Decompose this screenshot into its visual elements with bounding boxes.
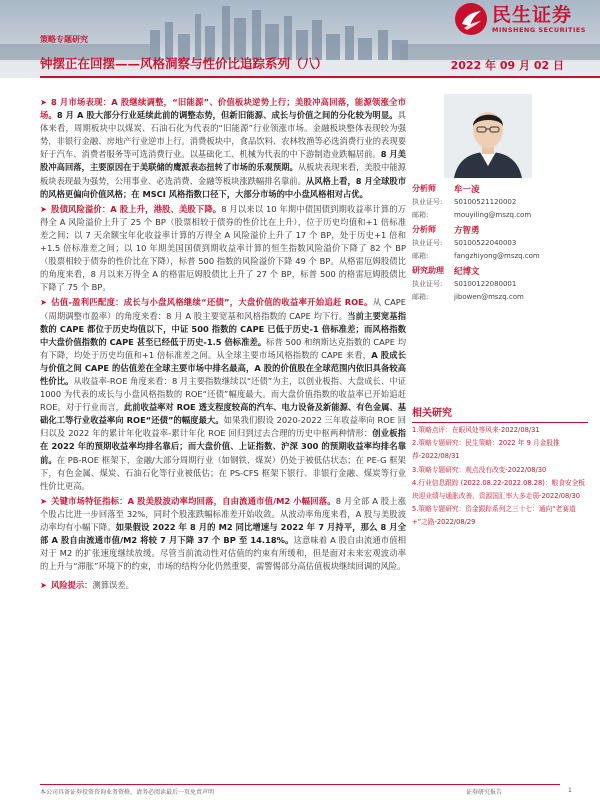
bullet-arrow-icon: ➤	[40, 203, 47, 214]
header-divider	[40, 76, 600, 78]
bold-text: 8 月 A 股大部分行业延续此前的调整态势，但新旧能源、成长与价值之间的分化较为明显。	[56, 110, 398, 121]
section-risk-premium	[40, 203, 406, 295]
bullet-arrow-icon: ➤	[40, 495, 47, 506]
analyst-role: 分析师	[412, 225, 436, 234]
report-category: 策略专题研究	[40, 35, 88, 44]
page-number: 1	[568, 787, 572, 794]
analyst-email[interactable]: fangzhiyong@mszq.com	[454, 251, 540, 260]
analyst-email[interactable]: mouyiling@mszq.com	[454, 210, 532, 219]
bold-text: 此前收益率对 ROE 透支程度较高的汽车、电力设备及新能源、有色金属、基础化工等行业收益率向 ROE“还债”的幅度最大。	[40, 402, 407, 426]
analyst-role: 研究助理	[412, 266, 444, 275]
email-label: 邮箱:	[412, 292, 429, 301]
footer-disclaimer: 本公司具备证券投资咨询业务资格，请务必阅读最后一页免责声明	[40, 789, 215, 796]
bold-text: 8 月美股冲高回落，主要原因在于美联储的鹰派表态扭转了市场的乐观预期。	[40, 149, 406, 173]
related-research-list	[412, 424, 588, 530]
related-item[interactable]: 4.行业信息跟踪 (2022.08.22-2022.08.28)：粮食安全板块迎业绩与通胀改善，资源国汇率大多走弱-2022/08/30	[412, 478, 585, 501]
bullet-arrow-icon: ➤	[40, 97, 47, 107]
footer-divider	[40, 784, 560, 785]
bold-text: 如果假设 2022 年 8 月的 M2 同比增速与 2022 年 7 月持平，那么 8 月全部 A 股自由流通市值/M2 将较 7 月下降 37 个 BP 至 14.18%。	[40, 522, 406, 546]
cert-label: 执业证号:	[412, 279, 443, 288]
bullet-arrow-icon: ➤	[40, 297, 47, 308]
body-text: 从 CAPE（周期调整市盈率）的角度来看：8 月 A 股主要宽基和风格指数的 CAPE 均下行。	[40, 297, 406, 321]
bold-text: 从风格上看，8 月全球股市的风格更偏向价值风格；在 MSCI 风格指数口径下，大部分市场的中小盘风格相对占优。	[40, 175, 406, 199]
analyst-role: 分析师	[412, 184, 436, 193]
cert-number: S0100522040003	[454, 238, 517, 247]
analyst-card	[412, 182, 588, 221]
analyst-name: 方智勇	[454, 225, 480, 236]
bold-text: A 股成长与价值之间 CAPE 的估值差在全球主要市场中排名最高，A 股的价值股在全球范围内依旧具备较高性价比。	[40, 349, 406, 386]
related-item[interactable]: 2.策略专题研究：民生策略：2022 年 9 月金股推荐-2022/08/31	[412, 439, 560, 461]
company-logo	[454, 2, 586, 36]
email-label: 邮箱:	[412, 210, 429, 219]
section-heading: 风险提示：	[50, 580, 93, 591]
analyst-name: 纪博文	[454, 266, 480, 277]
body-text: 8 月全部 A 股上涨个股占比进一步回落至 32%，同时个股涨跌幅标准差开始收敛。从波动率角度来看，A 股与美股波动率均有小幅下降。	[40, 495, 407, 532]
report-date: 2022 年 09 月 02 日	[450, 59, 564, 72]
section-heading: 8 月市场表现：A 股继续调整，“旧能源”、价值板块逆势上行；美股冲高回落，能源领涨全市场。	[40, 97, 406, 121]
body-text: 如果我们假设 2020-2022 三年收益率向 ROE 回归以及 2022 年的累计年化收益率-累计年化 ROE 回归到过去合理的历史中枢两种情形：	[40, 415, 407, 439]
related-research-title: 相关研究	[412, 404, 588, 423]
related-item[interactable]: 1.策略点评：在眼风处等风来-2022/08/31	[412, 426, 540, 434]
footer-report-type: 证券研究报告	[466, 789, 503, 796]
analyst-list	[412, 182, 588, 303]
analyst-photo	[444, 94, 532, 178]
logo-mark-icon	[454, 2, 488, 36]
body-text: 这意味着 A 股自由流通市值相对于 M2 的扩张速度继续放缓。尽管当前流动性对估值的约束有所缓和，但是面对未来宏观波动率的上升与“滞胀”环境下的约束，市场的结构分化仍然重要，需警惕部分高估值板块继续回调的风险。	[40, 535, 407, 572]
analyst-portrait-image	[444, 94, 532, 178]
cert-number: S0100521120002	[454, 197, 517, 206]
cert-label: 执业证号:	[412, 238, 443, 247]
body-text: 具体来看，周期板块中以煤炭、石油石化为代表的“旧能源”行业领涨市场。金融板块整体表现较为强势，非银行金融、房地产行业逆市上行。消费板块中，食品饮料、农林牧渔等必选消费行业的表现要好于汽车、消费者服务等可选消费行业。以基础化工、机械为代表的中下游制造业跌幅居前。	[40, 110, 406, 160]
related-item[interactable]: 5.策略专题研究：资金跟踪系列之三十七：通向“老赛道+”之路-2022/08/29	[412, 505, 576, 527]
body-text: 标普 500 和纳斯达克指数的 CAPE 均有下降，均处于历史均值和+1 倍标准差之间。从全球主要市场风格指数的 CAPE 来看，	[40, 336, 406, 360]
section-risk-warning	[40, 579, 406, 592]
section-market-indicators	[40, 495, 406, 574]
body-text: 8 月以来以 10 年期中债国债到期收益率计算的万得全 A 风险溢价上升了 25 个 BP（股票相较于债券的性价比在上升），位于历史均值和+1 倍标准差之间；以 7 天余额宝年化收益率计算的万得全 A 风险溢价上升了 17 个 BP，处于历史+1 倍和+1.5 倍标准差之间；以 10 年期美国国债到期收益率计算的恒生指数风险溢价下降了 82 个 BP（股票相较于债券的性价比在下降），标普 500 指数的风险溢价下降 49 个 BP。从格雷厄姆股债比的角度来看，8 月以来万得全 A 的格雷厄姆股债比上升了 27 个 BP，标普 500 的格雷厄姆股债比下降了 75 个 BP。	[40, 203, 407, 293]
body-text: 在 PB-ROE 框架下，金融/大部分周期行业（如钢铁、煤炭）仍处于被低估状态；在 PE-G 框架下，有色金属、煤炭、石油石化等行业被低估；在 PS-CFS 框架下银行、非银行金融、煤炭等行业性价比更高。	[40, 454, 406, 491]
body-text: 从板块表现来看，美股中能源板块表现最为强势，公用事业、必选消费、金融等板块涨跌幅排名靠前。	[40, 162, 406, 186]
related-item[interactable]: 3.策略专题研究：观点没有改变-2022/08/30	[412, 465, 547, 474]
bullet-arrow-icon: ➤	[40, 580, 47, 591]
bold-text: 创业板指在 2022 年的预期收益率均排名靠后；而大盘价值、上证指数、沪深 300 的预期收益率均排名靠前。	[40, 428, 406, 465]
analyst-email[interactable]: jibowen@mszq.com	[454, 292, 524, 301]
section-valuation	[40, 296, 406, 492]
report-title: 钟摆正在回摆——风格洞察与性价比追踪系列（八）	[40, 56, 328, 71]
section-heading: 股债风险溢价：A 股上升，港股、美股下降。	[50, 203, 222, 214]
analyst-card	[412, 223, 588, 262]
section-heading: 估值-盈利匹配度：成长与小盘风格继续“还债”，大盘价值的收益率开始追赶 ROE。	[50, 297, 373, 308]
logo-name-en: MINSHENG SECURITIES	[492, 26, 586, 34]
logo-name-cn: 民生证券	[492, 4, 573, 26]
section-heading: 关键市场特征指标：A 股美股波动率均回落，自由流通市值/M2 小幅回落。	[50, 495, 336, 506]
analyst-card	[412, 264, 588, 303]
cert-label: 执业证号:	[412, 197, 443, 206]
cert-number: S0100122080001	[454, 279, 517, 288]
body-text: 测算误差。	[92, 580, 134, 591]
section-market-performance	[40, 96, 406, 201]
main-content	[40, 96, 406, 594]
email-label: 邮箱:	[412, 251, 429, 260]
body-text: 从收益率-ROE 角度来看：8 月主要指数继续以“还债”为主，以创业板指、大盘成长、中证 1000 为代表的成长与小盘风格指数的 ROE“还债”幅度最大。而大盘价值指数的收益率已开始追赶 ROE。对于行业而言，	[40, 375, 406, 413]
analyst-name: 牟一凌	[454, 184, 480, 195]
bold-text: 当前主要宽基指数的 CAPE 都位于历史均值以下，中证 500 指数的 CAPE 已低于历史-1 倍标准差；而风格指数中大盘价值指数的 CAPE 甚至已经低于历史-1.5 倍标准差。	[40, 310, 406, 347]
